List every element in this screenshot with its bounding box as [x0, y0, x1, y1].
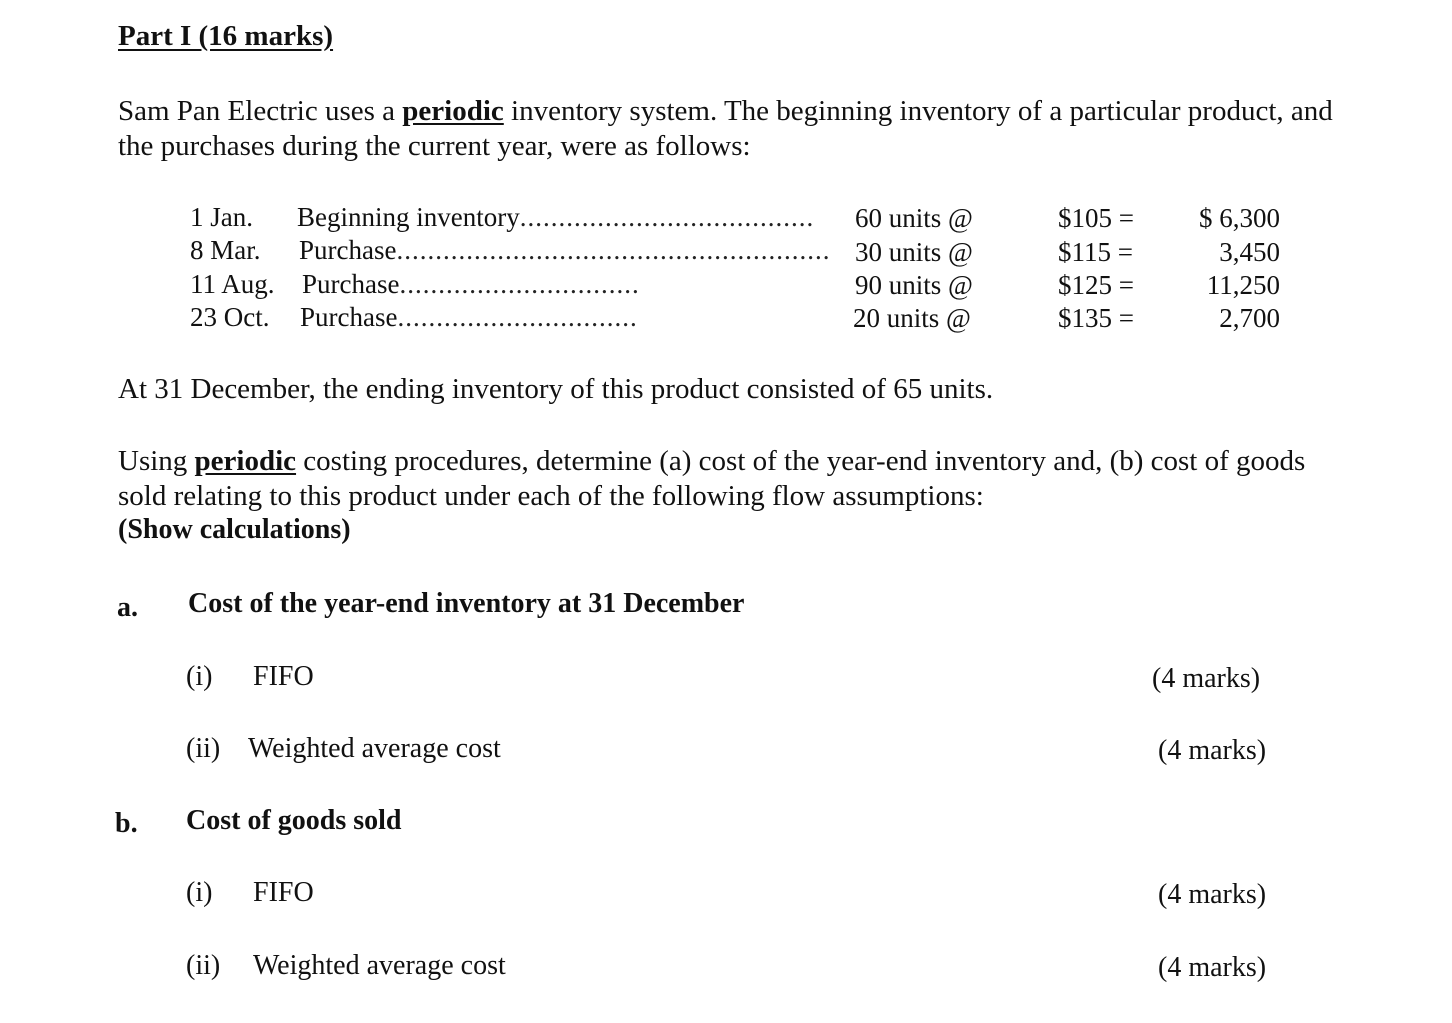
row-description: Purchase............................... — [300, 302, 638, 332]
item-number: (i) — [186, 877, 213, 908]
instruction-paragraph — [118, 444, 1333, 514]
row-description: Purchase........................................................ — [299, 235, 831, 265]
row-total: 3,450 — [1219, 237, 1280, 267]
part-title: Part I (16 marks) — [118, 20, 334, 52]
row-total: 11,250 — [1206, 270, 1280, 300]
row-unit-price: $105 = — [1058, 203, 1134, 233]
intro-text-post: inventory system. The beginning inventory of a particular product, and the purchases during the current year, were as follows: — [118, 95, 1333, 162]
row-units: 90 units @ — [855, 270, 973, 300]
item-marks: (4 marks) — [1158, 735, 1267, 766]
row-units: 20 units @ — [853, 303, 971, 333]
intro-text-pre: Sam Pan Electric uses a — [118, 95, 403, 127]
item-marks: (4 marks) — [1158, 952, 1267, 983]
section-letter: b. — [115, 808, 138, 839]
row-date: 11 Aug. — [190, 269, 275, 299]
show-calculations-note: (Show calculations) — [118, 514, 351, 545]
section-letter: a. — [117, 592, 138, 623]
row-unit-price: $135 = — [1058, 303, 1134, 333]
row-description: Beginning inventory...................................... — [297, 202, 815, 232]
row-unit-price: $115 = — [1058, 237, 1133, 267]
row-total: $ 6,300 — [1199, 203, 1280, 233]
row-unit-price: $125 = — [1058, 270, 1134, 300]
instruction-emphasis: periodic — [194, 445, 297, 477]
section-heading: Cost of the year-end inventory at 31 December — [188, 588, 745, 619]
item-number: (ii) — [186, 733, 221, 764]
item-number: (ii) — [186, 950, 221, 981]
item-marks: (4 marks) — [1158, 879, 1267, 910]
row-description: Purchase............................... — [302, 269, 640, 299]
intro-paragraph — [118, 94, 1333, 164]
intro-emphasis: periodic — [402, 95, 504, 127]
item-label: Weighted average cost — [248, 733, 501, 764]
item-label: FIFO — [253, 877, 314, 908]
item-marks: (4 marks) — [1152, 663, 1261, 694]
row-total: 2,700 — [1219, 303, 1280, 333]
row-units: 60 units @ — [855, 203, 973, 233]
instruction-text-post: costing procedures, determine (a) cost of the year-end inventory and, (b) cost of goods sold relating to this product under each of the following flow assumptions: — [118, 445, 1306, 512]
item-label: FIFO — [253, 661, 314, 692]
row-date: 23 Oct. — [190, 302, 270, 332]
item-number: (i) — [186, 661, 213, 692]
section-heading: Cost of goods sold — [186, 805, 402, 836]
instruction-text-pre: Using — [118, 445, 195, 477]
row-date: 8 Mar. — [190, 235, 261, 265]
ending-inventory-text: At 31 December, the ending inventory of this product consisted of 65 units. — [118, 373, 994, 405]
row-units: 30 units @ — [855, 237, 973, 267]
item-label: Weighted average cost — [253, 950, 506, 981]
row-date: 1 Jan. — [190, 202, 253, 232]
